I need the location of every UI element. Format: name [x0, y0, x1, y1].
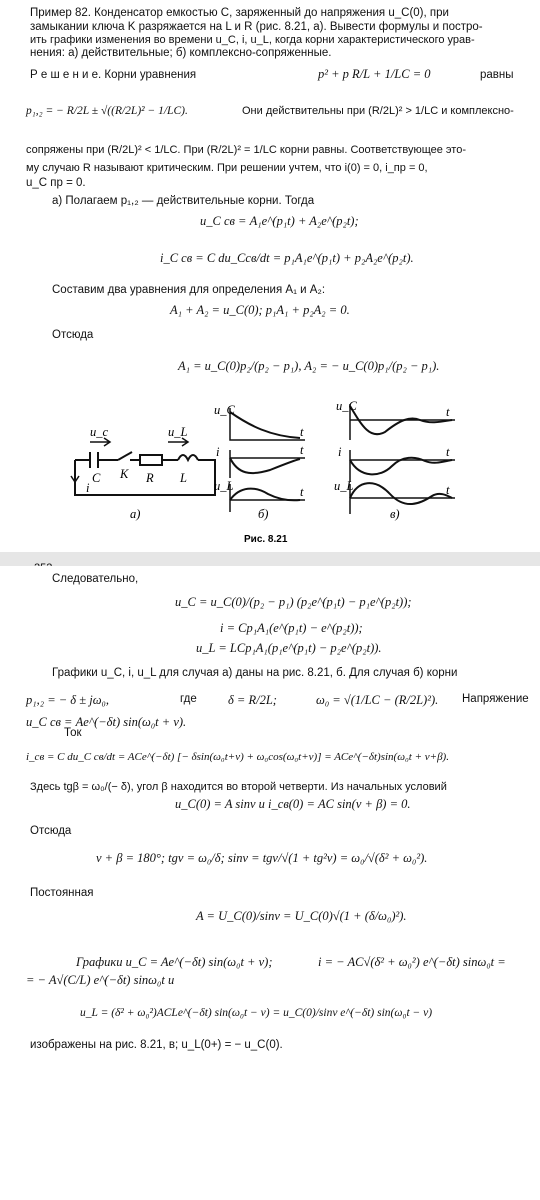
r-label: R — [146, 471, 154, 485]
text-line: Здесь tgβ = ω₀/(− δ), угол β находится во второй четверти. Из начальных условий — [30, 781, 447, 793]
t-axis-label: t — [300, 425, 304, 439]
equation: u_L = LCp₁A₁(p₁e^(p₁t) − p₂e^(p₂t)). — [196, 641, 382, 655]
t-axis-label: t — [446, 405, 450, 419]
equation: i_C св = C du_Cсв/dt = p₁A₁e^(p₁t) + p₂A₂e^(p₂t). — [160, 251, 414, 265]
ul-label: u_L — [168, 425, 188, 439]
uc-label: u_c — [90, 425, 109, 439]
t-axis-label: t — [446, 445, 450, 459]
page-separator — [0, 552, 540, 566]
equation: i = − AC√(δ² + ω₀²) e^(−δt) sinω₀t = — [318, 955, 506, 969]
omega-formula: ω₀ = √(1/LC − (R/2L)²). — [316, 693, 439, 707]
equation: A = U_C(0)/sinν = U_C(0)√(1 + (δ/ω₀)²). — [196, 909, 407, 923]
equation: ν + β = 180°; tgν = ω₀/δ; sinν = tgν/√(1 + tg²ν) = ω₀/√(δ² + ω₀²). — [96, 851, 428, 865]
ul-graph-label: u_L — [334, 479, 354, 493]
equation: u_L = (δ² + ω₀²)ACLe^(−δt) sin(ω₀t − ν) = u_C(0)/sinν e^(−δt) sin(ω₀t − ν) — [80, 1007, 433, 1019]
solution-label: Р е ш е н и е. Корни уравнения — [30, 69, 197, 81]
graphs-oscillatory — [350, 404, 455, 514]
t-axis-label: t — [446, 483, 450, 497]
equation: u_C св = A₁e^(p₁t) + A₂e^(p₂t); — [200, 214, 359, 228]
sub-b-label: б) — [258, 507, 269, 521]
k-label: K — [120, 467, 129, 481]
text-line: нения: а) действительные; б) комплексно-сопряженные. — [30, 47, 332, 59]
text-line: Они действительны при (R/2L)² > 1/LC и комплексно- — [242, 105, 514, 117]
circuit-diagram — [71, 438, 215, 495]
equation: A₁ + A₂ = u_C(0); p₁A₁ + p₂A₂ = 0. — [170, 303, 350, 317]
equation: u_C(0) = A sinν и i_св(0) = AC sin(ν + β) = 0. — [175, 797, 411, 811]
equation: u_C св = Ae^(−δt) sin(ω₀t + ν). — [26, 715, 187, 729]
equation: i = Cp₁A₁(e^(p₁t) − e^(p₂t)); — [220, 621, 363, 635]
t-axis-label: t — [300, 443, 304, 457]
text-line: ить графики изменения во времени u_C, i, u_L, когда корни характеристического урав- — [30, 34, 475, 46]
l-label: L — [180, 471, 187, 485]
ul-graph-label: u_L — [214, 479, 234, 493]
c-label: C — [92, 471, 101, 485]
sub-a-label: а) — [130, 507, 141, 521]
text-line: сопряжены при (R/2L)² < 1/LC. При (R/2L)² = 1/LC корни равны. Соответствующее это- — [26, 144, 466, 156]
i-label: i — [86, 481, 90, 495]
text-line: замыкании ключа K разряжается на L и R (рис. 8.21, а). Вывести формулы и постро- — [30, 21, 483, 33]
equation: = − A√(C/L) e^(−δt) sinω₀t и — [26, 973, 175, 987]
figure-caption: Рис. 8.21 — [244, 534, 288, 545]
graphs-line: Графики u_C = Ae^(−δt) sin(ω₀t + ν); — [76, 955, 273, 969]
example-heading-line: Пример 82. Конденсатор емкостью C, заряженный до напряжения u_C(0), при — [30, 7, 449, 19]
text-line: Постоянная — [30, 887, 94, 899]
page-bottom — [0, 566, 540, 1200]
delta-formula: δ = R/2L; — [228, 693, 277, 707]
text-line: Составим два уравнения для определения A₁ и A₂: — [52, 284, 326, 296]
text-line: Отсюда — [30, 825, 72, 837]
text-word: где — [180, 693, 197, 705]
figure-8-21 — [0, 390, 540, 560]
roots-formula: p₁,₂ = − R/2L ± √((R/2L)² − 1/LC). — [26, 105, 188, 117]
equation: u_C = u_C(0)/(p₂ − p₁) (p₂e^(p₁t) − p₁e^(p₂t)); — [175, 595, 412, 609]
text-line: u_C пр = 0. — [26, 177, 86, 189]
graphs-aperiodic — [230, 408, 305, 512]
equation: i_св = C du_C св/dt = ACe^(−δt) [− δsin(ω₀t+ν) + ω₀cos(ω₀t+ν)] = ACe^(−δt)sin(ω₀t + ν+β). — [26, 751, 449, 763]
case-a-line: а) Полагаем p₁,₂ — действительные корни. Тогда — [52, 195, 315, 207]
text-line: Графики u_C, i, u_L для случая а) даны на рис. 8.21, б. Для случая б) корни — [52, 667, 458, 679]
text-line: изображены на рис. 8.21, в; u_L(0+) = − u_C(0). — [30, 1039, 283, 1051]
t-axis-label: t — [300, 485, 304, 499]
text-word: Ток — [64, 727, 82, 739]
char-equation: p² + p R/L + 1/LC = 0 — [318, 67, 431, 81]
text-line: Следовательно, — [52, 573, 139, 585]
text-word: Напряжение — [462, 693, 529, 705]
text-line: Отсюда — [52, 329, 94, 341]
uc-graph-label: u_C — [214, 403, 235, 417]
uc-graph-label: u_C — [336, 399, 357, 413]
sub-c-label: в) — [390, 507, 400, 521]
equation: A₁ = u_C(0)p₂/(p₂ − p₁), A₂ = − u_C(0)p₁/(p₂ − p₁). — [178, 359, 440, 373]
i-graph-label: i — [338, 445, 342, 459]
roots-formula: p₁,₂ = − δ ± jω₀, — [26, 693, 110, 707]
page-top — [0, 0, 540, 566]
text-line: му случаю R называют критическим. При решении учтем, что i(0) = 0, i_пр = 0, — [26, 162, 428, 174]
text-word: равны — [480, 69, 514, 81]
i-graph-label: i — [216, 445, 220, 459]
